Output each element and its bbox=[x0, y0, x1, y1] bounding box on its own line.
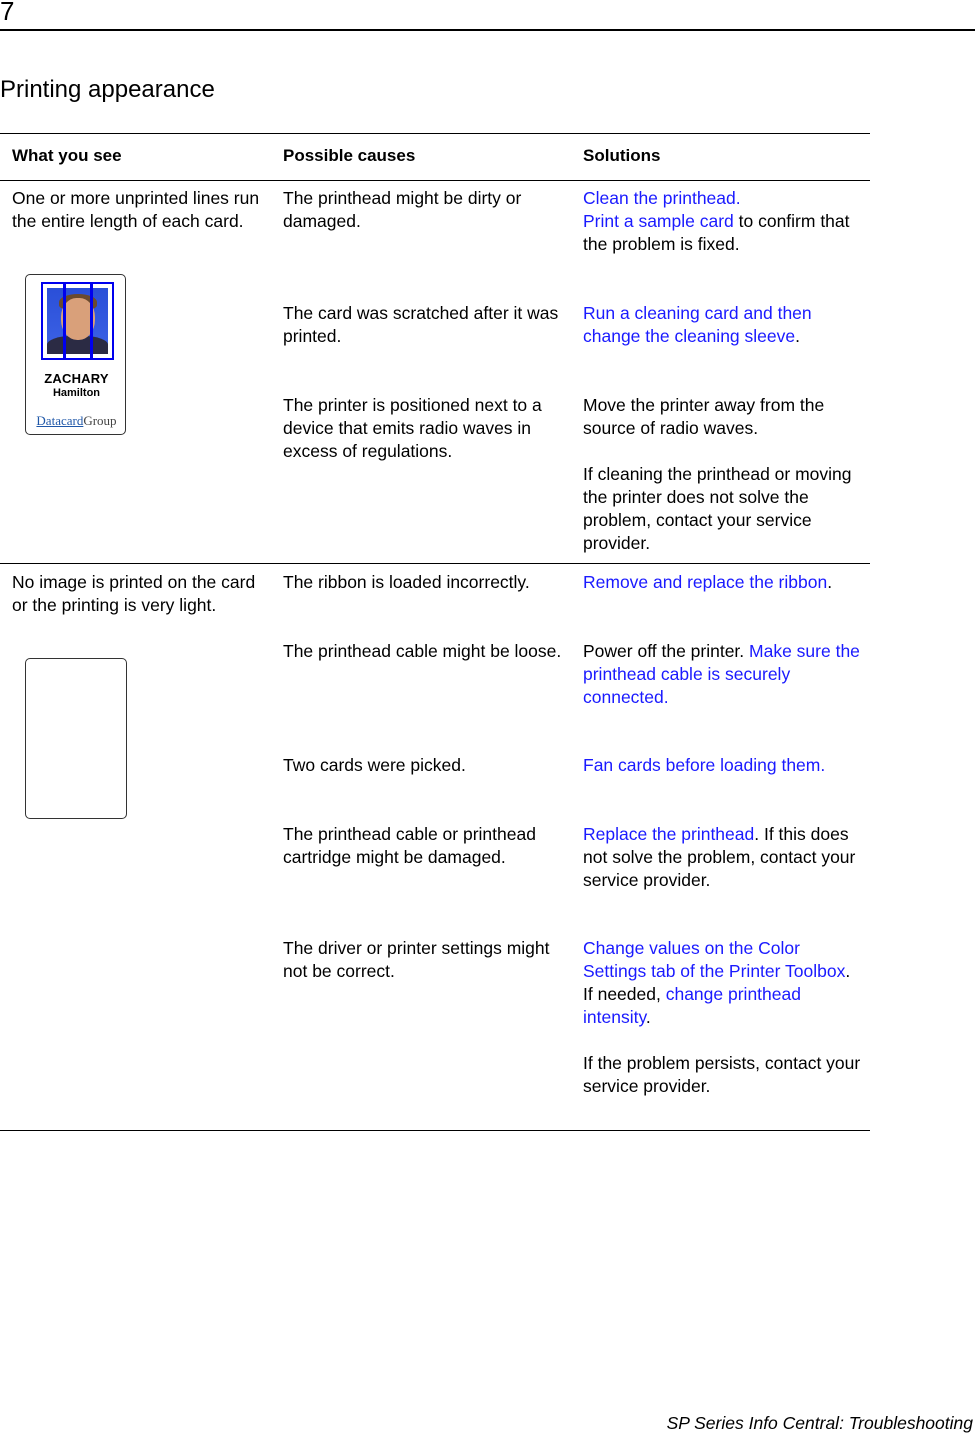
row2-solution-4-text: . If this does not solve the problem, contact your service provider. bbox=[583, 824, 856, 890]
table-bottom-rule bbox=[0, 1130, 870, 1131]
row1-solution-2 bbox=[583, 302, 865, 348]
header-possible-causes: Possible causes bbox=[283, 146, 416, 165]
row2-solution-1 bbox=[583, 571, 865, 594]
row2-cause-1: The ribbon is loaded incorrectly. bbox=[283, 572, 530, 592]
header-solutions: Solutions bbox=[583, 146, 661, 165]
row2-cause-3: Two cards were picked. bbox=[283, 755, 466, 775]
row2-solution-2 bbox=[583, 640, 865, 709]
row1-symptom: One or more unprinted lines run the entire length of each card. bbox=[12, 188, 260, 231]
table-top-rule bbox=[0, 133, 870, 134]
header-rule-bottom bbox=[0, 180, 870, 181]
section-title: Printing appearance bbox=[0, 76, 215, 103]
link-fan-cards[interactable]: Fan cards before loading them. bbox=[583, 755, 826, 775]
link-print-sample-card[interactable]: Print a sample card bbox=[583, 211, 734, 231]
row1-solution-3 bbox=[583, 394, 865, 555]
row2-symptom: No image is printed on the card or the printing is very light. bbox=[12, 572, 256, 615]
row2-solution-5-p3: If the problem persists, contact your service provider. bbox=[583, 1053, 861, 1096]
row2-solution-5-end-b: . bbox=[645, 1007, 651, 1027]
badge-logo-datacard: Datacard bbox=[36, 413, 84, 428]
row2-cause-5: The driver or printer settings might not be correct. bbox=[283, 938, 550, 981]
badge-logo bbox=[26, 413, 127, 428]
paragraph-gap bbox=[583, 1029, 865, 1052]
badge-last-name: Hamilton bbox=[52, 387, 101, 399]
link-printhead-intensity[interactable]: change printhead intensity bbox=[583, 984, 801, 1027]
badge-photo-frame bbox=[41, 282, 114, 360]
blank-card-image bbox=[25, 658, 127, 819]
unprinted-line-2 bbox=[90, 282, 93, 360]
header-what-you-see: What you see bbox=[12, 146, 122, 165]
row2-solution-5-text-b: If needed, bbox=[583, 984, 666, 1004]
paragraph-gap bbox=[583, 440, 865, 463]
link-color-settings[interactable]: Change values on the Color Settings tab of the Printer Toolbox bbox=[583, 938, 846, 981]
row2-solution-3 bbox=[583, 754, 865, 777]
row1-solution-1-text: to confirm that the problem is fixed. bbox=[583, 211, 850, 254]
header-rule bbox=[0, 29, 975, 31]
row1-solution-1 bbox=[583, 187, 865, 256]
row1-solution-3-p1: Move the printer away from the source of radio waves. bbox=[583, 395, 825, 438]
row2-solution-5-end-a: . bbox=[845, 961, 851, 981]
row1-cause-2: The card was scratched after it was printed. bbox=[283, 303, 559, 346]
row2-cause-2: The printhead cable might be loose. bbox=[283, 641, 562, 661]
link-cleaning-card[interactable]: Run a cleaning card and then change the cleaning sleeve bbox=[583, 303, 812, 346]
chapter-number: 7 bbox=[0, 0, 15, 26]
row1-cause-1: The printhead might be dirty or damaged. bbox=[283, 188, 522, 231]
row1-solution-2-end: . bbox=[795, 326, 800, 346]
row1-cause-3: The printer is positioned next to a device that emits radio waves in excess of regulations. bbox=[283, 395, 542, 461]
row2-solution-4 bbox=[583, 823, 865, 892]
link-clean-printhead[interactable]: Clean the printhead. bbox=[583, 188, 741, 208]
link-replace-printhead[interactable]: Replace the printhead bbox=[583, 824, 755, 844]
sample-badge-image bbox=[25, 274, 126, 435]
badge-first-name: ZACHARY bbox=[44, 371, 109, 386]
link-replace-ribbon[interactable]: Remove and replace the ribbon bbox=[583, 572, 828, 592]
row2-cause-4: The printhead cable or printhead cartridge might be damaged. bbox=[283, 824, 536, 867]
row-divider bbox=[0, 563, 870, 564]
row2-solution-1-end: . bbox=[827, 572, 833, 592]
unprinted-line-1 bbox=[63, 282, 66, 360]
badge-logo-group: Group bbox=[83, 413, 117, 428]
page-footer: SP Series Info Central: Troubleshooting bbox=[666, 1413, 973, 1433]
row2-solution-5 bbox=[583, 937, 865, 1098]
row2-solution-2-text: Power off the printer. bbox=[583, 641, 750, 661]
badge-photo bbox=[47, 288, 108, 354]
link-printhead-cable[interactable]: Make sure the printhead cable is securely connected. bbox=[583, 641, 860, 707]
row1-solution-3-p2: If cleaning the printhead or moving the printer does not solve the problem, contact your service provider. bbox=[583, 464, 852, 553]
